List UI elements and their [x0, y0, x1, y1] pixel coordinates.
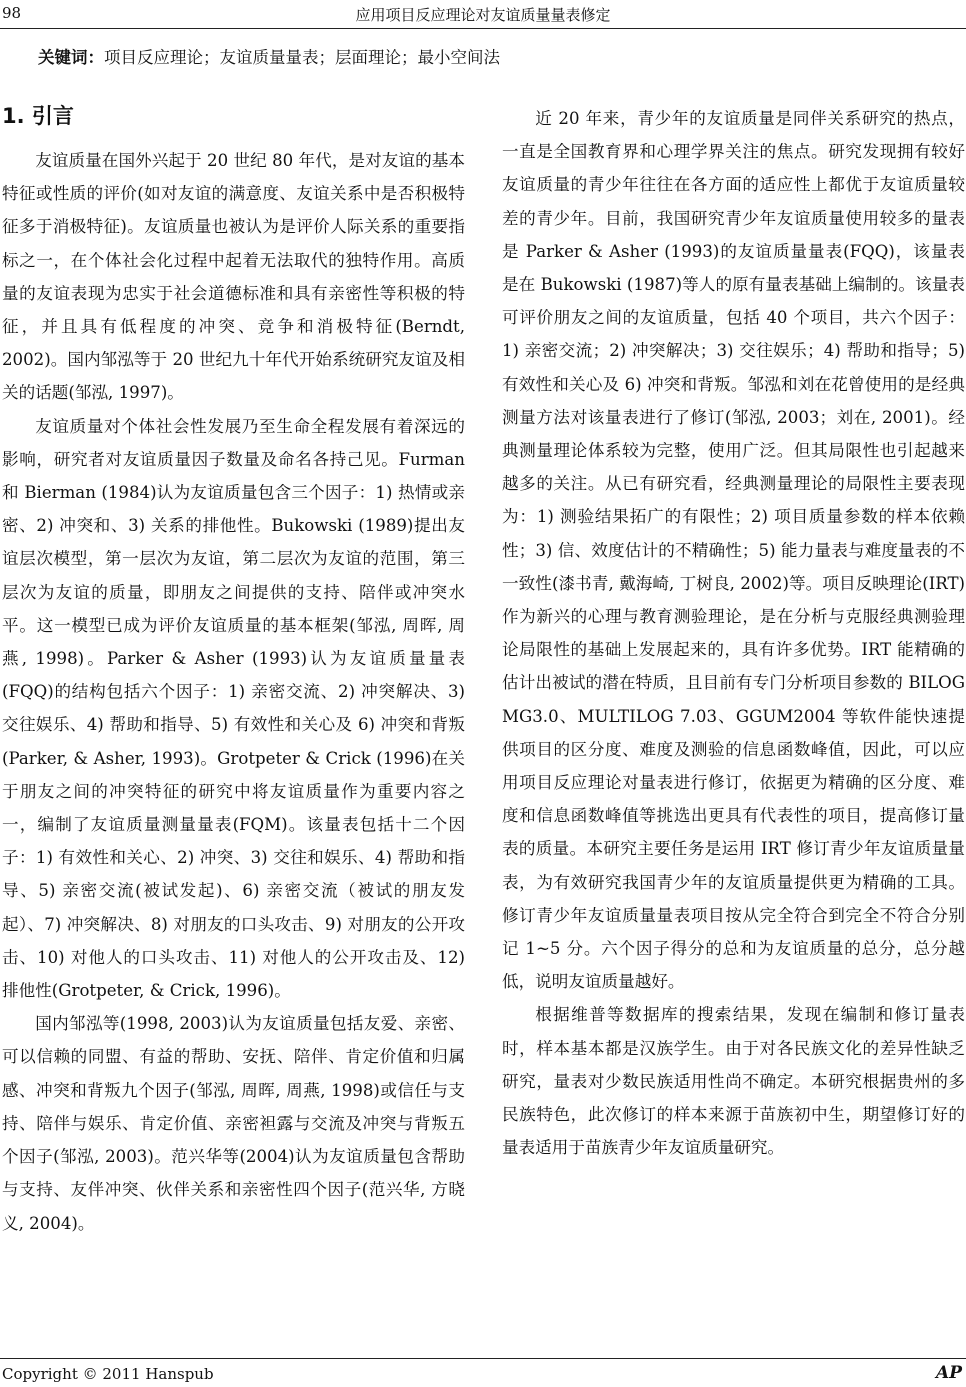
paragraph: 国内邹泓等(1998, 2003)认为友谊质量包括友爱、亲密、可以信赖的同盟、有益的帮助、安抚、陪伴、肯定价值和归属感、冲突和背叛九个因子(邹泓, 周晖, 周燕, 1998)或信任与支持、陪伴与娱乐、肯定价值、亲密袒露与交流及冲突与背叛五个因子(邹泓, 2003)。范兴华等(2004)认为友谊质量包含帮助与支持、友伴冲突、伙伴关系和亲密性四个因子(范兴华, 方晓义, 2004)。 [2, 1014, 465, 1233]
copyright-notice: Copyright © 2011 Hanspub [2, 1365, 214, 1383]
keywords-label: 关键词： [38, 48, 104, 67]
right-column [502, 102, 965, 1165]
left-column [2, 96, 465, 1240]
paragraph: 友谊质量对个体社会性发展乃至生命全程发展有着深远的影响，研究者对友谊质量因子数量及命名各持己见。Furman 和 Bierman (1984)认为友谊质量包含三个因子：1) 热情或亲密、2) 冲突和、3) 关系的排他性。Bukowski (1989)提出友谊层次模型，第一层次为友谊，第二层次为友谊的范围，第三层次为友谊的质量，即朋友之间提供的支持、陪伴或冲突水平。这一模型已成为评价友谊质量的基本框架(邹泓, 周晖, 周燕, 1998)。Parker & Asher (1993)认为友谊质量量表(FQQ)的结构包括六个因子：1) 亲密交流、2) 冲突解决、3) 交往娱乐、4) 帮助和指导、5) 有效性和关心及 6) 冲突和背叛(Parker, & Asher, 1993)。Grotpeter & Crick (1996)在关于朋友之间的冲突特征的研究中将友谊质量作为重要内容之一，编制了友谊质量测量量表(FQM)。该量表包括十二个因子：1) 有效性和关心、2) 冲突、3) 交往和娱乐、4) 帮助和指导、5) 亲密交流(被试发起)、6) 亲密交流（被试的朋友发起）、7) 冲突解决、8) 对朋友的口头攻击、9) 对朋友的公开攻击、10) 对他人的口头攻击、11) 对他人的公开攻击及、12) 排他性(Grotpeter, & Crick, 1996)。 [2, 416, 465, 1001]
journal-abbreviation: AP [936, 1363, 962, 1383]
page-header [0, 0, 966, 29]
keywords-line [38, 44, 500, 68]
running-title: 应用项目反应理论对友谊质量量表修定 [355, 6, 611, 24]
page-number: 98 [2, 4, 22, 22]
paragraph: 友谊质量在国外兴起于 20 世纪 80 年代，是对友谊的基本特征或性质的评价(如对友谊的满意度、友谊关系中是否积极特征多于消极特征)。友谊质量也被认为是评价人际关系的重要指标之一，在个体社会化过程中起着无法取代的独特作用。高质量的友谊表现为忠实于社会道德标准和具有亲密性等积极的特征，并且具有低程度的冲突、竞争和消极特征(Berndt, 2002)。国内邹泓等于 20 世纪九十年代开始系统研究友谊及相关的话题(邹泓, 1997)。 [2, 151, 465, 403]
section-heading: 1. 引言 [2, 104, 74, 128]
page-footer [0, 1358, 966, 1387]
paragraph: 近 20 年来，青少年的友谊质量是同伴关系研究的热点，一直是全国教育界和心理学界关注的焦点。研究发现拥有较好友谊质量的青少年往往在各方面的适应性上都优于友谊质量较差的青少年。目前，我国研究青少年友谊质量使用较多的量表是 Parker & Asher (1993)的友谊质量量表(FQQ)，该量表是在 Bukowski (1987)等人的原有量表基础上编制的。该量表可评价朋友之间的友谊质量，包括 40 个项目，共六个因子：1) 亲密交流；2) 冲突解决；3) 交往娱乐；4) 帮助和指导；5) 有效性和关心及 6) 冲突和背叛。邹泓和刘在花曾使用的是经典测量方法对该量表进行了修订(邹泓, 2003；刘在, 2001)。经典测量理论体系较为完整，使用广泛。但其局限性也引起越来越多的关注。从已有研究看，经典测量理论的局限性主要表现为：1) 测验结果拓广的有限性；2) 项目质量参数的样本依赖性；3) 信、效度估计的不精确性；5) 能力量表与难度量表的不一致性(漆书青, 戴海崎, 丁树良, 2002)等。项目反映理论(IRT)作为新兴的心理与教育测验理论，是在分析与克服经典测验理论局限性的基础上发展起来的，具有许多优势。IRT 能精确的估计出被试的潜在特质，且目前有专门分析项目参数的 BILOG MG3.0、MULTILOG 7.03、GGUM2004 等软件能快速提供项目的区分度、难度及测验的信息函数峰值，因此，可以应用项目反应理论对量表进行修订，依据更为精确的区分度、难度和信息函数峰值等挑选出更具有代表性的项目，提高修订量表的质量。本研究主要任务是运用 IRT 修订青少年友谊质量量表，为有效研究我国青少年的友谊质量提供更为精确的工具。修订青少年友谊质量量表项目按从完全符合到完全不符合分别记 1~5 分。六个因子得分的总和为友谊质量的总分，总分越低，说明友谊质量越好。 [502, 109, 965, 992]
keywords-text: 项目反应理论；友谊质量量表；层面理论；最小空间法 [104, 48, 500, 67]
paragraph: 根据维普等数据库的搜索结果，发现在编制和修订量表时，样本基本都是汉族学生。由于对各民族文化的差异性缺乏研究，量表对少数民族适用性尚不确定。本研究根据贵州的多民族特色，此次修订的样本来源于苗族初中生，期望修订好的量表适用于苗族青少年友谊质量研究。 [502, 1005, 965, 1158]
